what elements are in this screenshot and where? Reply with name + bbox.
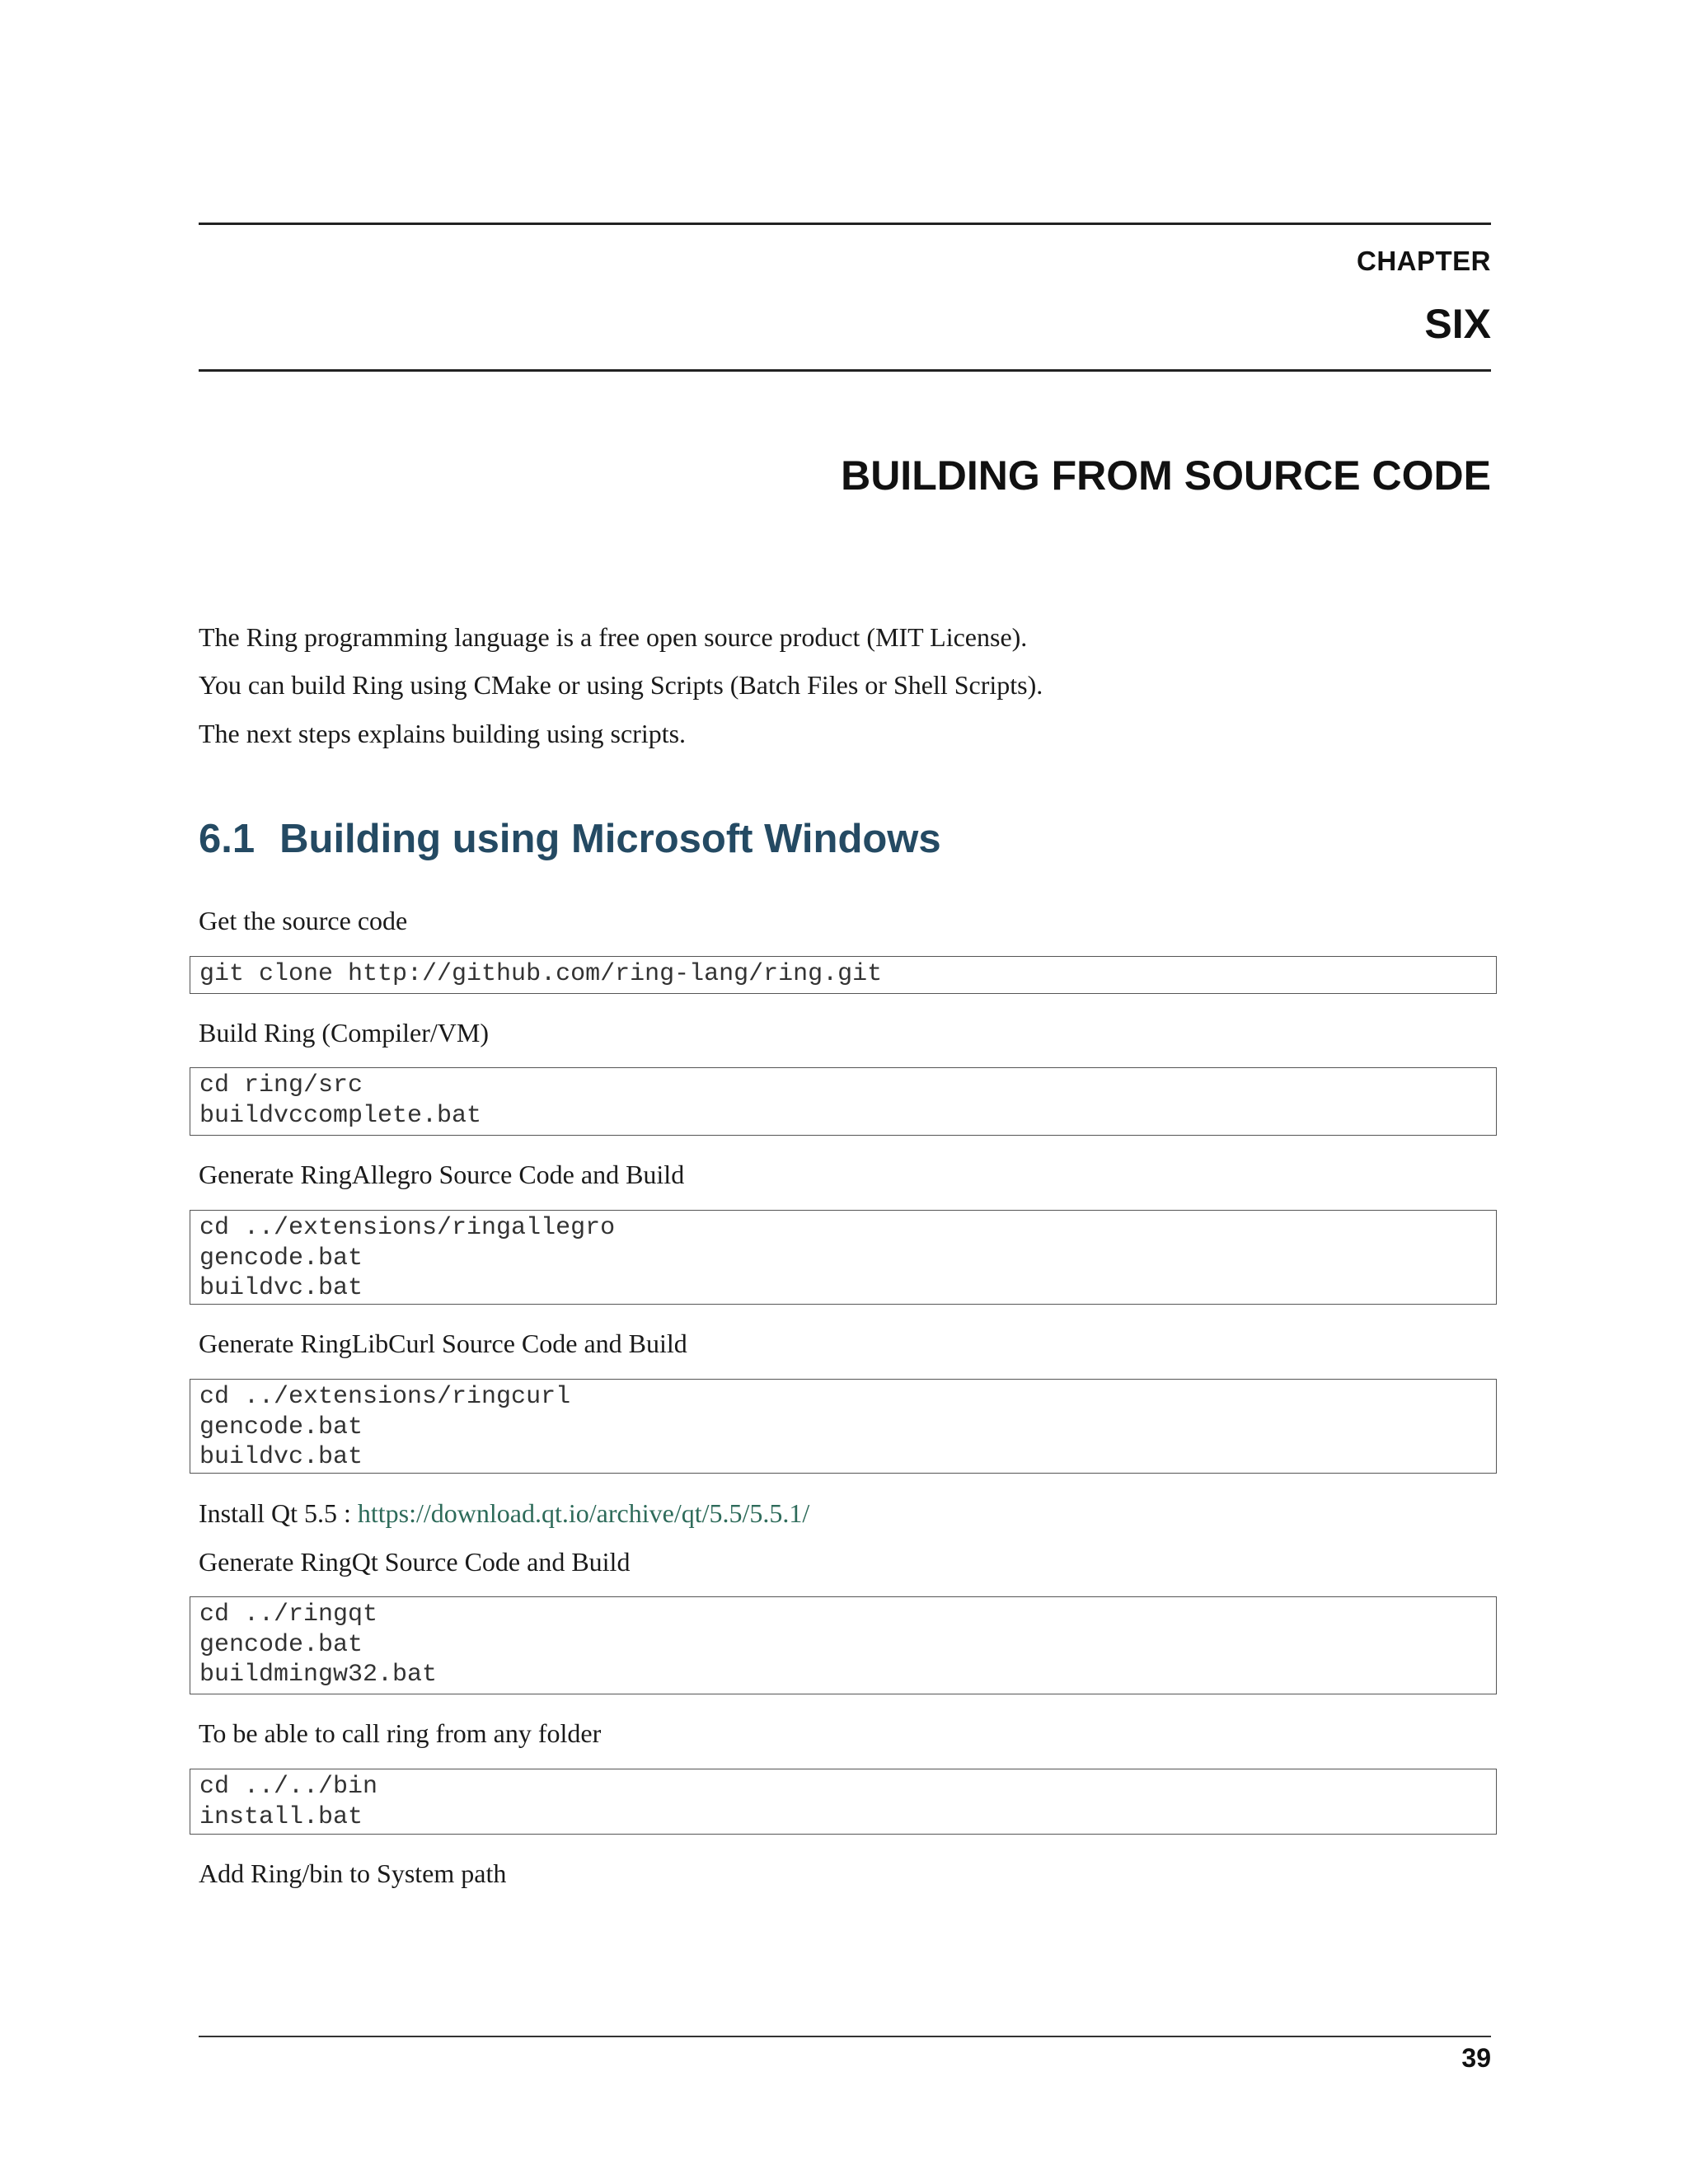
code-line: cd ../../bin [199, 1773, 378, 1801]
code-line: buildmingw32.bat [199, 1661, 438, 1689]
intro-paragraph-2: You can build Ring using CMake or using Scripts (Batch Files or Shell Scripts). [199, 670, 1043, 700]
code-line: buildvc.bat [199, 1274, 363, 1302]
code-line: gencode.bat [199, 1244, 363, 1272]
code-block-allegro [190, 1210, 1497, 1305]
code-line: buildvccomplete.bat [199, 1101, 482, 1130]
code-block-git-clone [190, 956, 1497, 994]
code-line: gencode.bat [199, 1630, 363, 1659]
chapter-label: CHAPTER [1356, 246, 1491, 276]
code-line: git clone http://github.com/ring-lang/ring.git [199, 960, 883, 988]
step-install-qt [199, 1497, 809, 1530]
page-number: 39 [1461, 2043, 1491, 2073]
step-any-folder: To be able to call ring from any folder [199, 1718, 602, 1748]
qt-download-link[interactable]: https://download.qt.io/archive/qt/5.5/5.5.1/ [357, 1498, 810, 1528]
code-block-ringqt [190, 1596, 1497, 1694]
code-line: install.bat [199, 1802, 363, 1831]
code-line: cd ../ringqt [199, 1601, 378, 1629]
chapter-number: SIX [1424, 301, 1491, 347]
intro-paragraph-1: The Ring programming language is a free open source product (MIT License). [199, 622, 1028, 652]
chapter-title: BUILDING FROM SOURCE CODE [841, 452, 1491, 499]
install-qt-text: Install Qt 5.5 : [199, 1498, 358, 1528]
step-ringqt: Generate RingQt Source Code and Build [199, 1547, 631, 1577]
section-number: 6.1 [199, 817, 256, 861]
step-libcurl: Generate RingLibCurl Source Code and Build [199, 1329, 687, 1358]
step-build-ring: Build Ring (Compiler/VM) [199, 1018, 489, 1047]
footer-rule [199, 2036, 1491, 2037]
step-get-source: Get the source code [199, 906, 408, 935]
chapter-top-rule [199, 223, 1491, 225]
code-line: buildvc.bat [199, 1443, 363, 1471]
code-line: cd ../extensions/ringcurl [199, 1383, 571, 1411]
code-line: gencode.bat [199, 1413, 363, 1441]
step-system-path: Add Ring/bin to System path [199, 1858, 507, 1888]
code-block-libcurl [190, 1379, 1497, 1474]
chapter-bottom-rule [199, 369, 1491, 372]
code-block-install [190, 1769, 1497, 1835]
section-title: Building using Microsoft Windows [279, 817, 941, 861]
step-allegro: Generate RingAllegro Source Code and Build [199, 1160, 685, 1189]
section-heading [199, 816, 941, 862]
intro-paragraph-3: The next steps explains building using scripts. [199, 719, 687, 748]
code-line: cd ring/src [199, 1071, 363, 1099]
code-line: cd ../extensions/ringallegro [199, 1214, 616, 1242]
code-block-build-ring [190, 1067, 1497, 1136]
